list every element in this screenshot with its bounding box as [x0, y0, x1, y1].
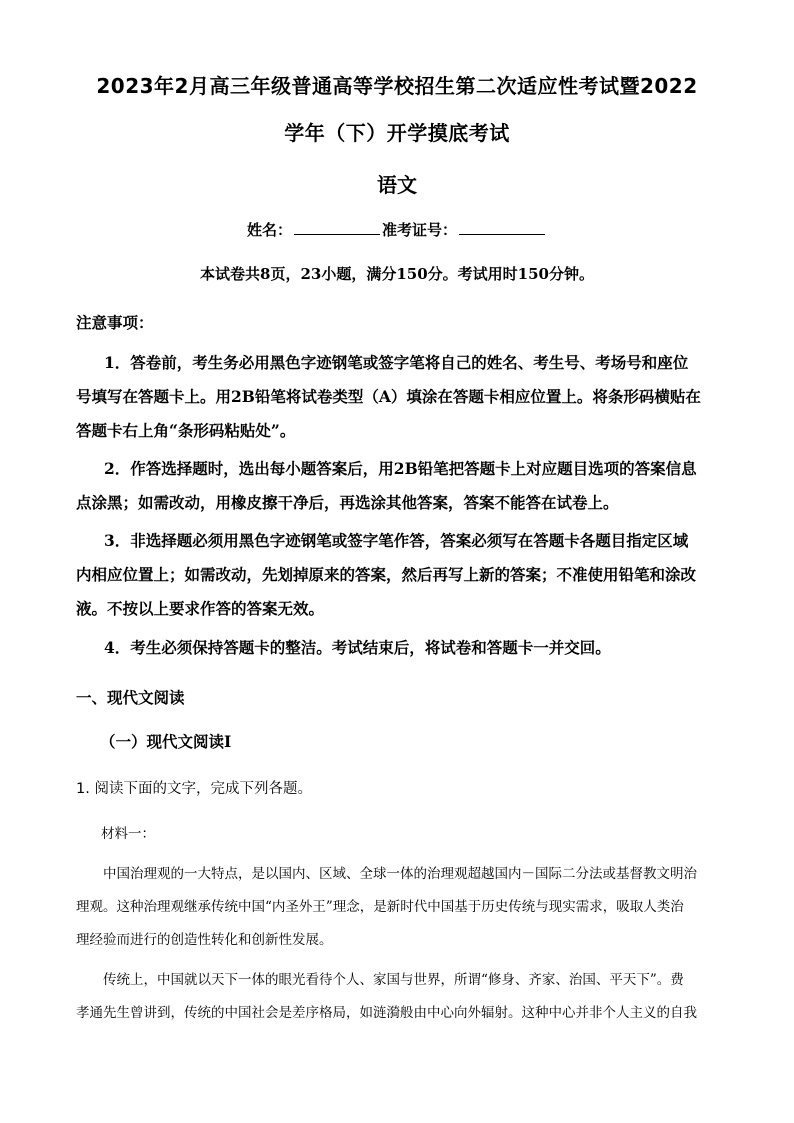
question-prompt: 1. 阅读下面的文字，完成下列各题。	[76, 781, 312, 797]
notice-item	[76, 346, 716, 448]
material-paragraph	[76, 964, 716, 1030]
notice-heading: 注意事项：	[76, 313, 154, 332]
section-title: 一、现代文阅读	[76, 688, 185, 707]
material-paragraph	[76, 858, 716, 957]
paragraph-line: 理观。这种治理观继承传统中国“内圣外王”理念，是新时代中国基于历史传统与现实需求，吸取人类治	[76, 899, 684, 915]
notice-line: 1．答卷前，考生务必用黑色字迹钢笔或签字笔将自己的姓名、考生号、考场号和座位	[104, 353, 689, 372]
notice-line: 液。不按以上要求作答的答案无效。	[76, 599, 325, 618]
notice-line: 号填写在答题卡上。用2B铅笔将试卷类型（A）填涂在答题卡相应位置上。将条形码横贴在	[76, 387, 701, 406]
paragraph-line: 传统上，中国就以天下一体的眼光看待个人、家国与世界，所谓“修身、齐家、治国、平天下”。费	[103, 972, 684, 988]
section-subtitle: （一）现代文阅读Ⅰ	[100, 732, 232, 751]
name-blank[interactable]	[294, 220, 380, 235]
id-blank[interactable]	[459, 220, 545, 235]
notice-line: 点涂黑；如需改动，用橡皮擦干净后，再选涂其他答案，答案不能答在试卷上。	[76, 493, 619, 512]
material-label: 材料一：	[101, 826, 155, 842]
paragraph-line: 理经验而进行的创造性转化和创新性发展。	[76, 932, 333, 948]
exam-title-line-1: 2023年2月高三年级普通高等学校招生第二次适应性考试暨2022	[96, 74, 698, 98]
notice-line: 答题卡右上角“条形码粘贴处”。	[76, 421, 296, 440]
exam-info: 本试卷共8页，23小题，满分150分。考试用时150分钟。	[200, 265, 594, 283]
subject-title: 语文	[377, 173, 417, 197]
name-label: 姓名：	[246, 221, 292, 239]
paragraph-line: 孝通先生曾讲到，传统的中国社会是差序格局，如涟漪般由中心向外辐射。这种中心并非个人主义的自我	[76, 1005, 697, 1021]
notice-line: 2．作答选择题时，选出每小题答案后，用2B铅笔把答题卡上对应题目选项的答案信息	[104, 459, 697, 478]
notice-item	[76, 524, 716, 626]
candidate-info-line	[0, 219, 794, 240]
notice-line: 内相应位置上；如需改动，先划掉原来的答案，然后再写上新的答案；不准使用铅笔和涂改	[76, 565, 697, 584]
notice-item	[76, 452, 716, 520]
notice-line: 4．考生必须保持答题卡的整洁。考试结束后，将试卷和答题卡一并交回。	[104, 638, 611, 657]
exam-title-line-2: 学年（下）开学摸底考试	[284, 121, 510, 145]
id-label: 准考证号：	[382, 221, 458, 239]
paragraph-line: 中国治理观的一大特点，是以国内、区域、全球一体的治理观超越国内－国际二分法或基督教文明治	[103, 866, 697, 882]
notice-line: 3．非选择题必须用黑色字迹钢笔或签字笔作答，答案必须写在答题卡各题目指定区域	[104, 531, 689, 550]
notice-item	[76, 631, 716, 665]
